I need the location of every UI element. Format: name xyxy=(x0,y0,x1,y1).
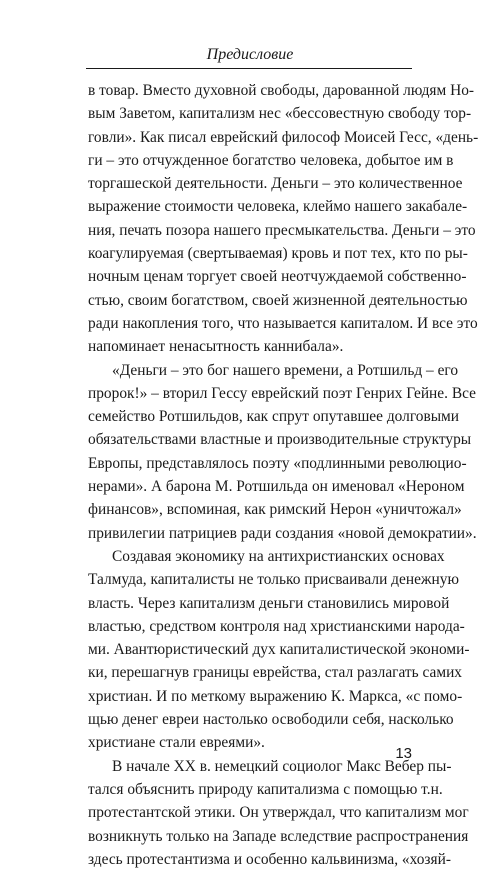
text-line: выражение стоимости человека, клеймо нашего закабале- xyxy=(88,198,468,216)
text-line: христиан. И по меткому выражению К. Маркса, «с помо- xyxy=(88,687,463,705)
text-line: щью денег евреи настолько освободили себя, насколько xyxy=(88,711,454,729)
text-line: вым Заветом, капитализм нес «бессовестную свободу тор- xyxy=(88,105,472,123)
text-line: властью, средством контроля над христианскими народа- xyxy=(88,617,465,635)
text-line: ния, печать позора нашего пресмыкательства. Деньги – это xyxy=(88,221,476,239)
text-line: тался объяснить природу капитализма с помощью т.н. xyxy=(88,780,443,798)
text-line: торгашеской деятельности. Деньги – это количественное xyxy=(88,175,463,193)
text-line: напоминает ненасытность каннибала». xyxy=(88,338,344,356)
text-line: возникнуть только на Западе вследствие распространения xyxy=(88,827,469,845)
text-line: В начале XX в. немецкий социолог Макс Вебер пы- xyxy=(112,757,452,775)
text-line: ми. Авантюристический дух капиталистической экономи- xyxy=(88,641,470,659)
text-line: здесь протестантизма и особенно кальвинизма, «хозяй- xyxy=(88,850,451,868)
text-line: христиане стали евреями». xyxy=(88,734,265,752)
text-line: власть. Через капитализм деньги становились мировой xyxy=(88,594,450,612)
text-line: пророк!» – вторил Гессу еврейский поэт Генрих Гейне. Все xyxy=(88,384,476,402)
text-line: привилегии патрициев ради создания «новой демократии». xyxy=(88,524,477,542)
text-line: нерами». А барона М. Ротшильда он именовал «Нероном xyxy=(88,478,465,496)
paragraph xyxy=(88,545,470,755)
text-line: протестантской этики. Он утверждал, что капитализм мог xyxy=(88,804,469,822)
header-rule xyxy=(86,68,412,69)
text-line: Создавая экономику на антихристианских основах xyxy=(112,547,445,565)
text-line: коагулируемая (свертываемая) кровь и пот тех, кто по ры- xyxy=(88,245,468,263)
running-head: Предисловие xyxy=(206,46,294,63)
text-line: стью, своим богатством, своей жизненной деятельностью xyxy=(88,291,468,309)
page-number: 13 xyxy=(395,745,412,762)
paragraph xyxy=(88,79,479,359)
text-line: Европы, представлялось поэту «подлинными революцио- xyxy=(88,454,467,472)
text-line: ради накопления того, что называется капиталом. И все это xyxy=(88,314,478,332)
paragraph xyxy=(88,755,469,871)
text-line: Талмуда, капиталисты не только присваивали денежную xyxy=(88,571,459,589)
paragraph xyxy=(88,359,477,545)
text-line: семейство Ротшильдов, как спрут опутавшее долговыми xyxy=(88,408,460,426)
text-line: в товар. Вместо духовной свободы, дарованной людям Но- xyxy=(88,82,475,99)
body-text xyxy=(88,79,479,871)
text-line: говли». Как писал еврейский философ Моисей Гесс, «день- xyxy=(88,128,479,146)
text-line: ночным ценам торгует своей неотчуждаемой собственно- xyxy=(88,268,467,286)
text-line: обязательствами властные и производительные структуры xyxy=(88,431,472,449)
text-line: «Деньги – это бог нашего времени, а Ротшильд – его xyxy=(112,361,459,379)
text-line: ги – это отчужденное богатство человека, добытое им в xyxy=(88,151,454,169)
text-line: финансов», вспоминая, как римский Нерон «уничтожал» xyxy=(88,501,462,519)
text-line: ки, перешагнув границы еврейства, стал разлагать самих xyxy=(88,664,463,682)
